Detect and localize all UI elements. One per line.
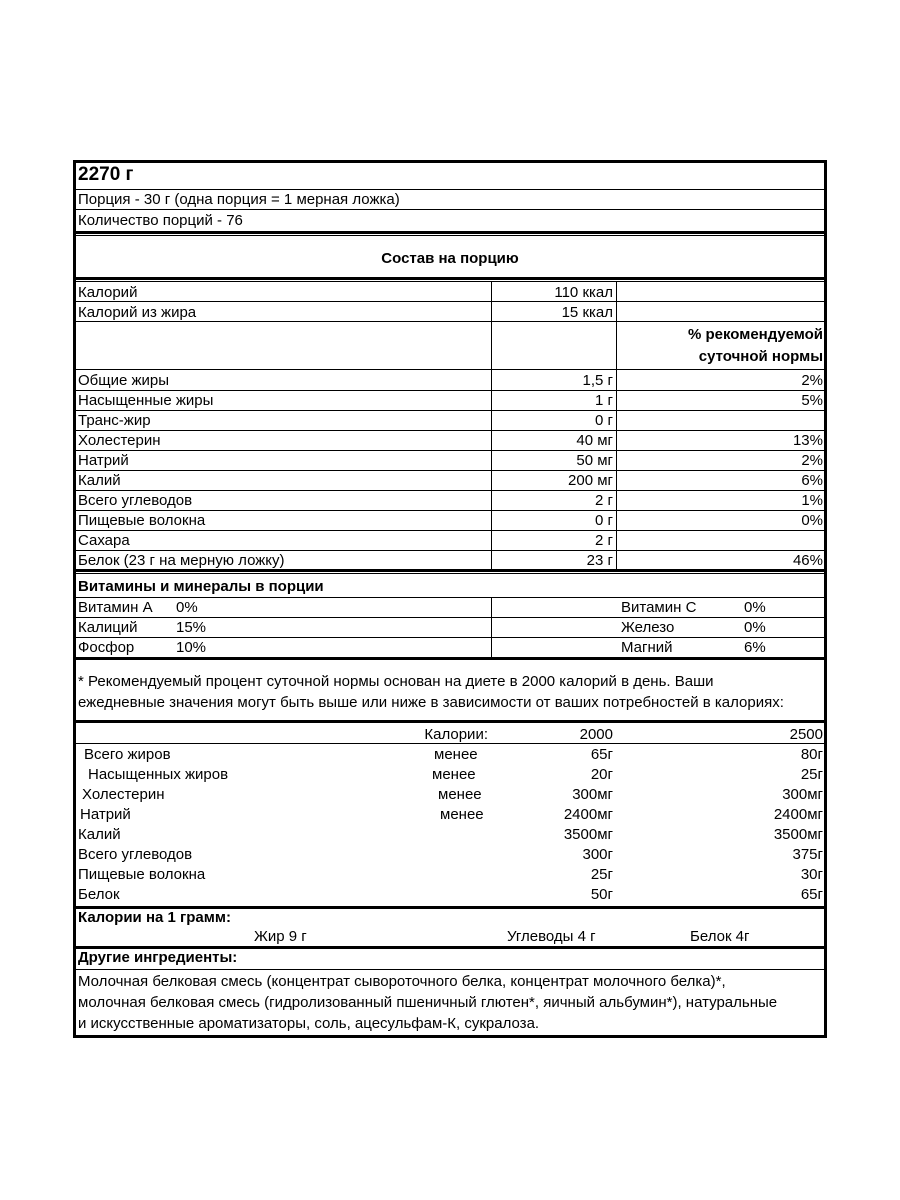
nutrient-dv: 5%: [801, 392, 823, 409]
vitamins-title: Витамины и минералы в порции: [78, 578, 324, 595]
footnote-line2: ежедневные значения могут быть выше или ниже в зависимости от ваших потребностей в калориях:: [78, 694, 784, 711]
ingredients-line2: молочная белковая смесь (гидролизованный пшеничный глютен*, яичный альбумин*), натуральные: [78, 994, 778, 1011]
nutrient-amount: 0 г: [595, 512, 613, 529]
vitamin-right-name: Железо: [621, 619, 675, 636]
nutrient-name: Натрий: [78, 452, 129, 469]
per-gram-title: Калории на 1 грамм:: [78, 909, 231, 926]
reference-row-2000: 3500мг: [563, 826, 613, 843]
calories-label: Калорий: [78, 284, 138, 301]
nutrient-name: Пищевые волокна: [78, 512, 206, 529]
composition-title: Состав на порцию: [381, 250, 519, 267]
reference-col-2500: 2500: [789, 726, 823, 743]
nutrient-amount: 2 г: [595, 532, 613, 549]
nutrient-dv: 0%: [801, 512, 823, 529]
reference-row-name: Холестерин: [82, 786, 165, 803]
nutrient-dv: 2%: [801, 372, 823, 389]
per-gram-fat: Жир 9 г: [254, 928, 307, 945]
nutrient-name: Калий: [78, 472, 121, 489]
vitamin-left-value: 0%: [176, 599, 198, 616]
vitamin-right-value: 0%: [744, 599, 766, 616]
reference-calories-label: Калории:: [424, 726, 488, 743]
ingredients-title: Другие ингредиенты:: [78, 949, 238, 966]
reference-col-2000: 2000: [579, 726, 613, 743]
reference-row-name: Натрий: [80, 806, 131, 823]
fat-calories-value: 15 ккал: [561, 304, 613, 321]
vitamin-right-name: Магний: [621, 639, 673, 656]
ingredients-line3: и искусственные ароматизаторы, соль, ацесульфам-К, сукралоза.: [78, 1015, 540, 1032]
nutrient-name: Общие жиры: [78, 372, 170, 389]
reference-row-2500: 30г: [800, 866, 823, 883]
nutrient-amount: 0 г: [595, 412, 613, 429]
nutrient-name: Насыщенные жиры: [78, 392, 214, 409]
vitamin-left-value: 10%: [176, 639, 207, 656]
reference-row-name: Насыщенных жиров: [88, 766, 229, 783]
reference-row-name: Белок: [78, 886, 120, 903]
reference-row-qualifier: менее: [434, 746, 478, 763]
footnote-line1: * Рекомендуемый процент суточной нормы основан на диете в 2000 калорий в день. Ваши: [78, 673, 714, 690]
nutrient-name: Транс-жир: [78, 412, 151, 429]
dv-header-line2: суточной нормы: [698, 348, 823, 365]
reference-row-qualifier: менее: [432, 766, 476, 783]
reference-row-2000: 20г: [590, 766, 613, 783]
reference-row-2500: 80г: [800, 746, 823, 763]
fat-calories-label: Калорий из жира: [78, 304, 197, 321]
vitamin-left-value: 15%: [176, 619, 207, 636]
nutrient-amount: 2 г: [595, 492, 613, 509]
nutrient-amount: 1,5 г: [582, 372, 613, 389]
nutrient-amount: 50 мг: [576, 452, 613, 469]
nutrient-amount: 1 г: [595, 392, 613, 409]
vitamin-left-name: Фосфор: [78, 639, 135, 656]
nutrient-name: Всего углеводов: [78, 492, 193, 509]
nutrition-label: [73, 160, 827, 1038]
reference-row-2500: 375г: [792, 846, 823, 863]
servings-count: Количество порций - 76: [78, 212, 243, 229]
vitamin-left-name: Витамин А: [78, 599, 153, 616]
per-gram-protein: Белок 4г: [690, 928, 750, 945]
nutrient-name: Белок (23 г на мерную ложку): [78, 552, 285, 569]
reference-row-name: Пищевые волокна: [78, 866, 206, 883]
reference-row-2500: 2400мг: [773, 806, 823, 823]
nutrient-amount: 40 мг: [576, 432, 613, 449]
vitamin-right-value: 6%: [744, 639, 766, 656]
reference-row-2000: 300г: [582, 846, 613, 863]
reference-row-name: Всего жиров: [84, 746, 171, 763]
reference-row-2500: 3500мг: [773, 826, 823, 843]
reference-row-qualifier: менее: [438, 786, 482, 803]
reference-row-2500: 65г: [800, 886, 823, 903]
serving-size: Порция - 30 г (одна порция = 1 мерная ложка): [78, 191, 400, 208]
nutrient-dv: 46%: [792, 552, 823, 569]
nutrient-name: Холестерин: [78, 432, 161, 449]
ingredients-line1: Молочная белковая смесь (концентрат сывороточного белка, концентрат молочного белка)*,: [78, 973, 726, 990]
product-weight: 2270 г: [78, 164, 134, 185]
nutrient-dv: 2%: [801, 452, 823, 469]
vitamin-right-value: 0%: [744, 619, 766, 636]
nutrient-dv: 1%: [801, 492, 823, 509]
calories-value: 110 ккал: [554, 284, 613, 301]
vitamin-right-name: Витамин С: [621, 599, 697, 616]
reference-row-2000: 2400мг: [563, 806, 613, 823]
nutrient-dv: 13%: [792, 432, 823, 449]
reference-row-2000: 300мг: [572, 786, 613, 803]
nutrient-dv: 6%: [801, 472, 823, 489]
reference-row-2000: 65г: [590, 746, 613, 763]
reference-row-name: Всего углеводов: [78, 846, 193, 863]
reference-row-2500: 25г: [800, 766, 823, 783]
dv-header-line1: % рекомендуемой: [687, 326, 823, 343]
nutrient-amount: 23 г: [586, 552, 613, 569]
reference-row-name: Калий: [78, 826, 121, 843]
reference-row-2500: 300мг: [782, 786, 823, 803]
per-gram-carbs: Углеводы 4 г: [507, 928, 596, 945]
reference-row-qualifier: менее: [440, 806, 484, 823]
nutrient-name: Сахара: [78, 532, 130, 549]
reference-row-2000: 25г: [590, 866, 613, 883]
vitamin-left-name: Калиций: [78, 619, 138, 636]
nutrient-amount: 200 мг: [568, 472, 613, 489]
reference-row-2000: 50г: [590, 886, 613, 903]
